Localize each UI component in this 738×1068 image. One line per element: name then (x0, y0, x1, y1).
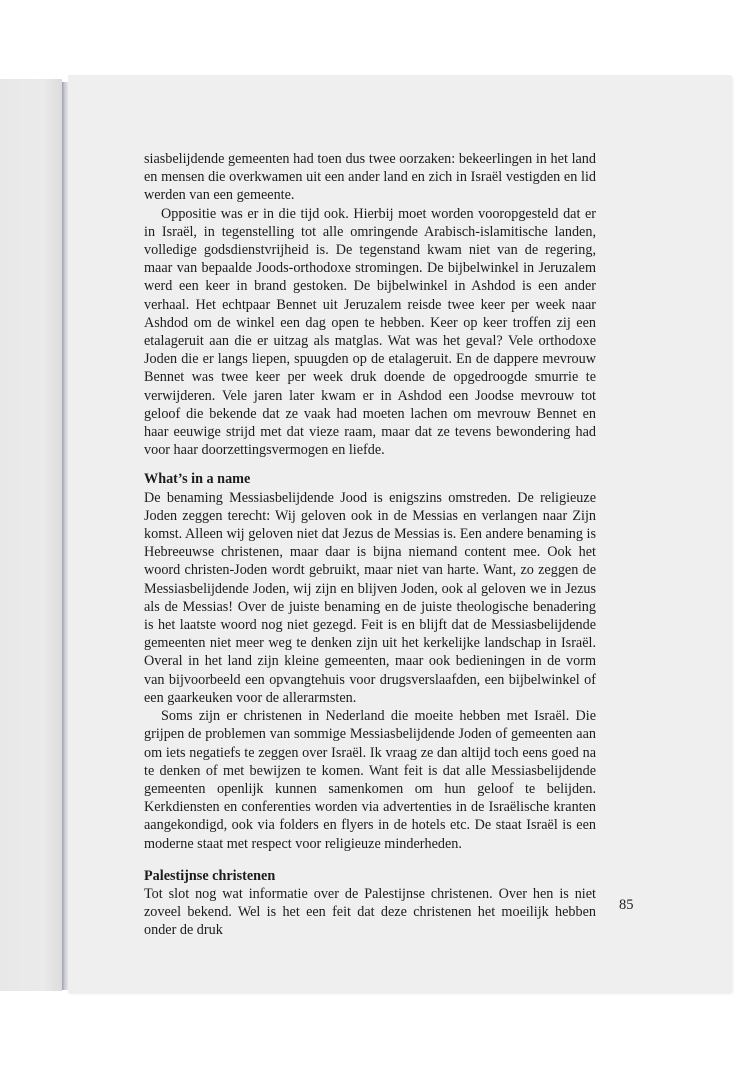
paragraph: Oppositie was er in die tijd ook. Hierbij moet worden vooropgesteld dat er in Israël, in tegenstelling tot alle omringende Arabisch-islamitische landen, volledige godsdienstvrijheid is. De tegenstand kwam niet van de regering, maar van bepaalde Joods-orthodoxe stromingen. De bijbelwinkel in Jeruzalem werd een keer in brand gestoken. De bijbelwinkel in Ashdod is een ander verhaal. Het echtpaar Bennet uit Jeruzalem reisde twee keer per week naar Ashdod om de winkel een dag open te hebben. Keer op keer troffen zij een etalageruit aan die er uitzag als matglas. Wat was het geval? Vele orthodoxe Joden die er langs liepen, spuugden op de etalageruit. En de dappere mevrouw Bennet was twee keer per week druk doende de opgedroogde smurrie te verwijderen. Vele jaren later kwam er in Ashdod een Joodse mevrouw tot geloof die bekende dat ze vaak had moeten lachen om mevrouw Bennet en haar eeuwige strijd met dat vieze raam, maar dat ze tevens bewondering had voor haar doorzettingsvermogen en liefde. (144, 205, 596, 459)
page-text (144, 150, 596, 940)
left-page-edge (0, 79, 62, 991)
section-heading: What’s in a name (144, 471, 251, 488)
page-number: 85 (619, 897, 634, 913)
section-heading: Palestijnse christenen (144, 867, 276, 884)
paragraph: De benaming Messiasbelijdende Jood is enigszins omstreden. De religieuze Joden zeggen terecht: Wij geloven ook in de Messias en verlangen naar Zijn komst. Alleen wij geloven niet dat Jezus de Messias is. Een andere benaming is Hebreeuwse christenen, maar daar is bijna niemand content mee. Ook het woord christen-Joden wordt gebruikt, maar niet van harte. Want, zo zeggen de Messiasbelijdende Joden, wij zijn en blijven Joden, ook al geloven we in Jezus als de Messias! Over de juiste benaming en de juiste theologische benadering is het laatste woord nog niet gezegd. Feit is en blijft dat de Messiasbelijdende gemeenten niet meer weg te denken zijn uit het kerkelijke landschap in Israël. Overal in het land zijn kleine gemeenten, maar ook bedieningen in de vorm van bijvoorbeeld een opvangtehuis voor drugsverslaafden, een bijbelwinkel of een gaarkeuken voor de allerarmsten. (144, 489, 596, 706)
paragraph: siasbelijdende gemeenten had toen dus twee oorzaken: bekeerlingen in het land en mensen die overkwamen uit een ander land en zich in Israël vestigden en lid werden van een gemeente. (144, 151, 596, 204)
paragraph: Soms zijn er christenen in Nederland die moeite hebben met Israël. Die grijpen de problemen van sommige Messiasbelijdende Joden of gemeenten aan om iets negatiefs te zeggen over Israël. Ik vraag ze dan altijd toch eens goed na te denken of met bewijzen te komen. Want feit is dat alle Messiasbelijdende gemeenten openlijk kunnen samenkomen om hun geloof te belijden. Kerkdiensten en conferenties worden via advertenties in de Israëlische kranten aangekondigd, ook via folders en flyers in de hotels etc. De staat Israël is een moderne staat met respect voor religieuze minderheden. (144, 708, 596, 852)
paragraph: Tot slot nog wat informatie over de Palestijnse christenen. Over hen is niet zoveel bekend. Wel is het een feit dat deze christenen het moeilijk hebben onder de druk (144, 885, 596, 939)
